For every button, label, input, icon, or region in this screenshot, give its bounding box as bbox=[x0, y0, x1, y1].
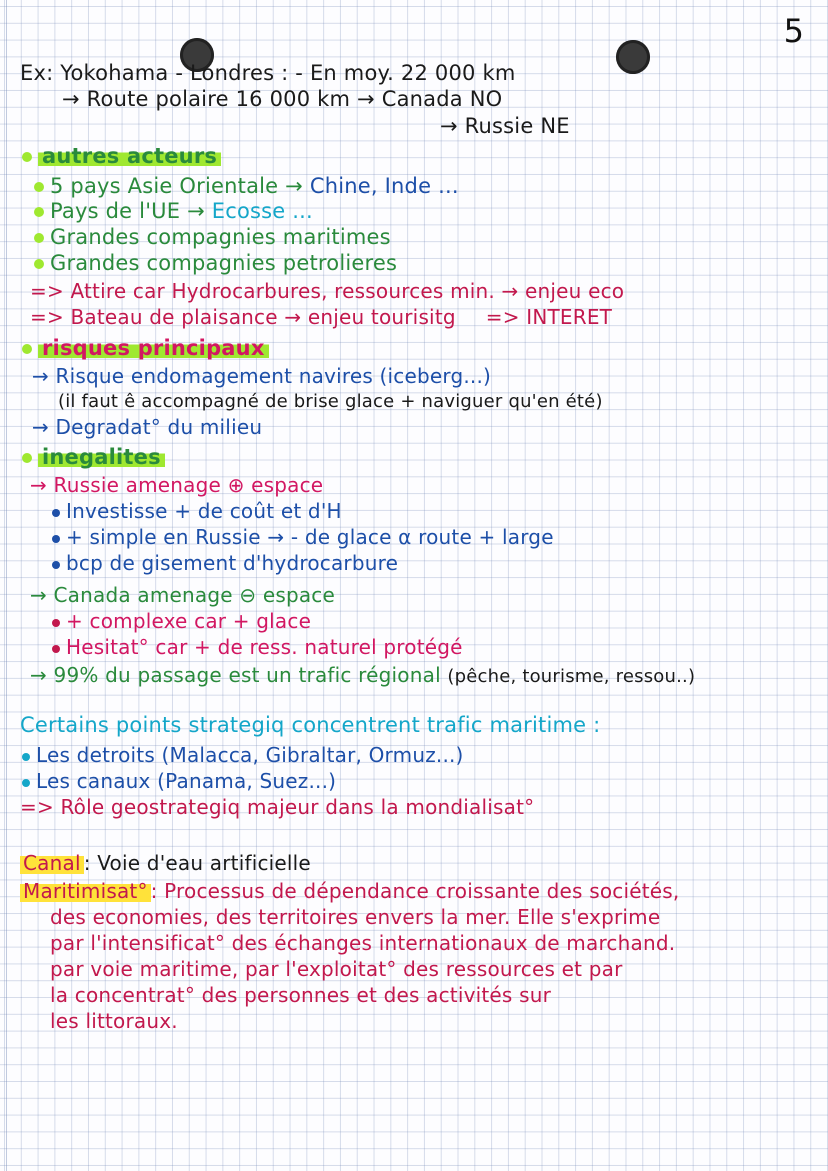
inegalite-russie: → Russie amenage ⊕ espace bbox=[30, 473, 324, 497]
bullet-icon bbox=[34, 207, 44, 217]
risque-line-2: (il faut ê accompagné de brise glace + naviguer qu'en été) bbox=[58, 391, 603, 412]
term-maritimisation: Maritimisat° bbox=[20, 879, 151, 903]
definition-line: la concentrat° des personnes et des activités sur bbox=[50, 983, 552, 1007]
section-autres-acteurs bbox=[22, 143, 221, 169]
russie-item: + simple en Russie → - de glace α route + large bbox=[52, 524, 554, 550]
russie-item: Investisse + de coût et d'H bbox=[52, 498, 342, 524]
acteurs-note-1: => Attire car Hydrocarbures, ressources min. → enjeu eco bbox=[30, 279, 625, 303]
strategique-conclusion: => Rôle geostrategiq majeur dans la mondialisat° bbox=[20, 795, 535, 819]
punch-hole-right bbox=[616, 40, 650, 74]
definition-line: par l'intensificat° des échanges internationaux de marchand. bbox=[50, 931, 676, 955]
definition-line: par voie maritime, par l'exploitat° des ressources et par bbox=[50, 957, 623, 981]
acteur-item: Grandes compagnies maritimes bbox=[34, 224, 391, 250]
margin-line bbox=[6, 0, 7, 1171]
bullet-icon bbox=[34, 259, 44, 269]
section-title: inegalites bbox=[38, 445, 165, 469]
bullet-icon bbox=[52, 535, 60, 543]
points-strategiques-title: Certains points strategiq concentrent trafic maritime : bbox=[20, 713, 601, 737]
acteur-item: 5 pays Asie Orientale → Chine, Inde ... bbox=[34, 173, 459, 199]
page-number: 5 bbox=[783, 12, 804, 50]
inegalite-canada: → Canada amenage ⊖ espace bbox=[30, 583, 335, 607]
section-title: risques principaux bbox=[38, 336, 269, 360]
definition-maritimisation: Maritimisat° : Processus de dépendance croissante des sociétés, bbox=[20, 878, 679, 904]
section-inegalites bbox=[22, 444, 165, 470]
section-risques bbox=[22, 335, 269, 361]
section-title: autres acteurs bbox=[38, 144, 221, 168]
bullet-icon bbox=[34, 233, 44, 243]
bullet-icon bbox=[52, 561, 60, 569]
bullet-icon bbox=[22, 453, 32, 463]
bullet-icon bbox=[22, 344, 32, 354]
bullet-icon bbox=[22, 753, 30, 761]
trafic-regional: → 99% du passage est un trafic régional (pêche, tourisme, ressou..) bbox=[30, 663, 696, 687]
definition-line: les littoraux. bbox=[50, 1009, 178, 1033]
header-line-3: → Russie NE bbox=[440, 114, 570, 138]
bullet-icon bbox=[22, 152, 32, 162]
bullet-icon bbox=[34, 182, 44, 192]
risque-line-3: → Degradat° du milieu bbox=[32, 415, 263, 439]
risque-line-1: → Risque endomagement navires (iceberg...) bbox=[32, 364, 492, 388]
strategique-item: Les canaux (Panama, Suez...) bbox=[22, 768, 336, 794]
acteurs-note-2: => Bateau de plaisance → enjeu tourisitg => INTERET bbox=[30, 305, 613, 329]
header-line-2: → Route polaire 16 000 km → Canada NO bbox=[62, 87, 503, 111]
strategique-item: Les detroits (Malacca, Gibraltar, Ormuz...) bbox=[22, 742, 464, 768]
bullet-icon bbox=[22, 779, 30, 787]
acteur-item: Grandes compagnies petrolieres bbox=[34, 250, 397, 276]
canada-item: Hesitat° car + de ress. naturel protégé bbox=[52, 634, 463, 660]
bullet-icon bbox=[52, 509, 60, 517]
header-line-1: Ex: Yokohama - Londres : - En moy. 22 000 km bbox=[20, 61, 516, 85]
canada-item: + complexe car + glace bbox=[52, 608, 311, 634]
term-canal: Canal bbox=[20, 851, 84, 875]
russie-item: bcp de gisement d'hydrocarbure bbox=[52, 550, 398, 576]
acteur-item: Pays de l'UE → Ecosse ... bbox=[34, 198, 313, 224]
bullet-icon bbox=[52, 645, 60, 653]
definition-canal: Canal : Voie d'eau artificielle bbox=[20, 850, 311, 876]
bullet-icon bbox=[52, 619, 60, 627]
definition-line: des economies, des territoires envers la mer. Elle s'exprime bbox=[50, 905, 661, 929]
